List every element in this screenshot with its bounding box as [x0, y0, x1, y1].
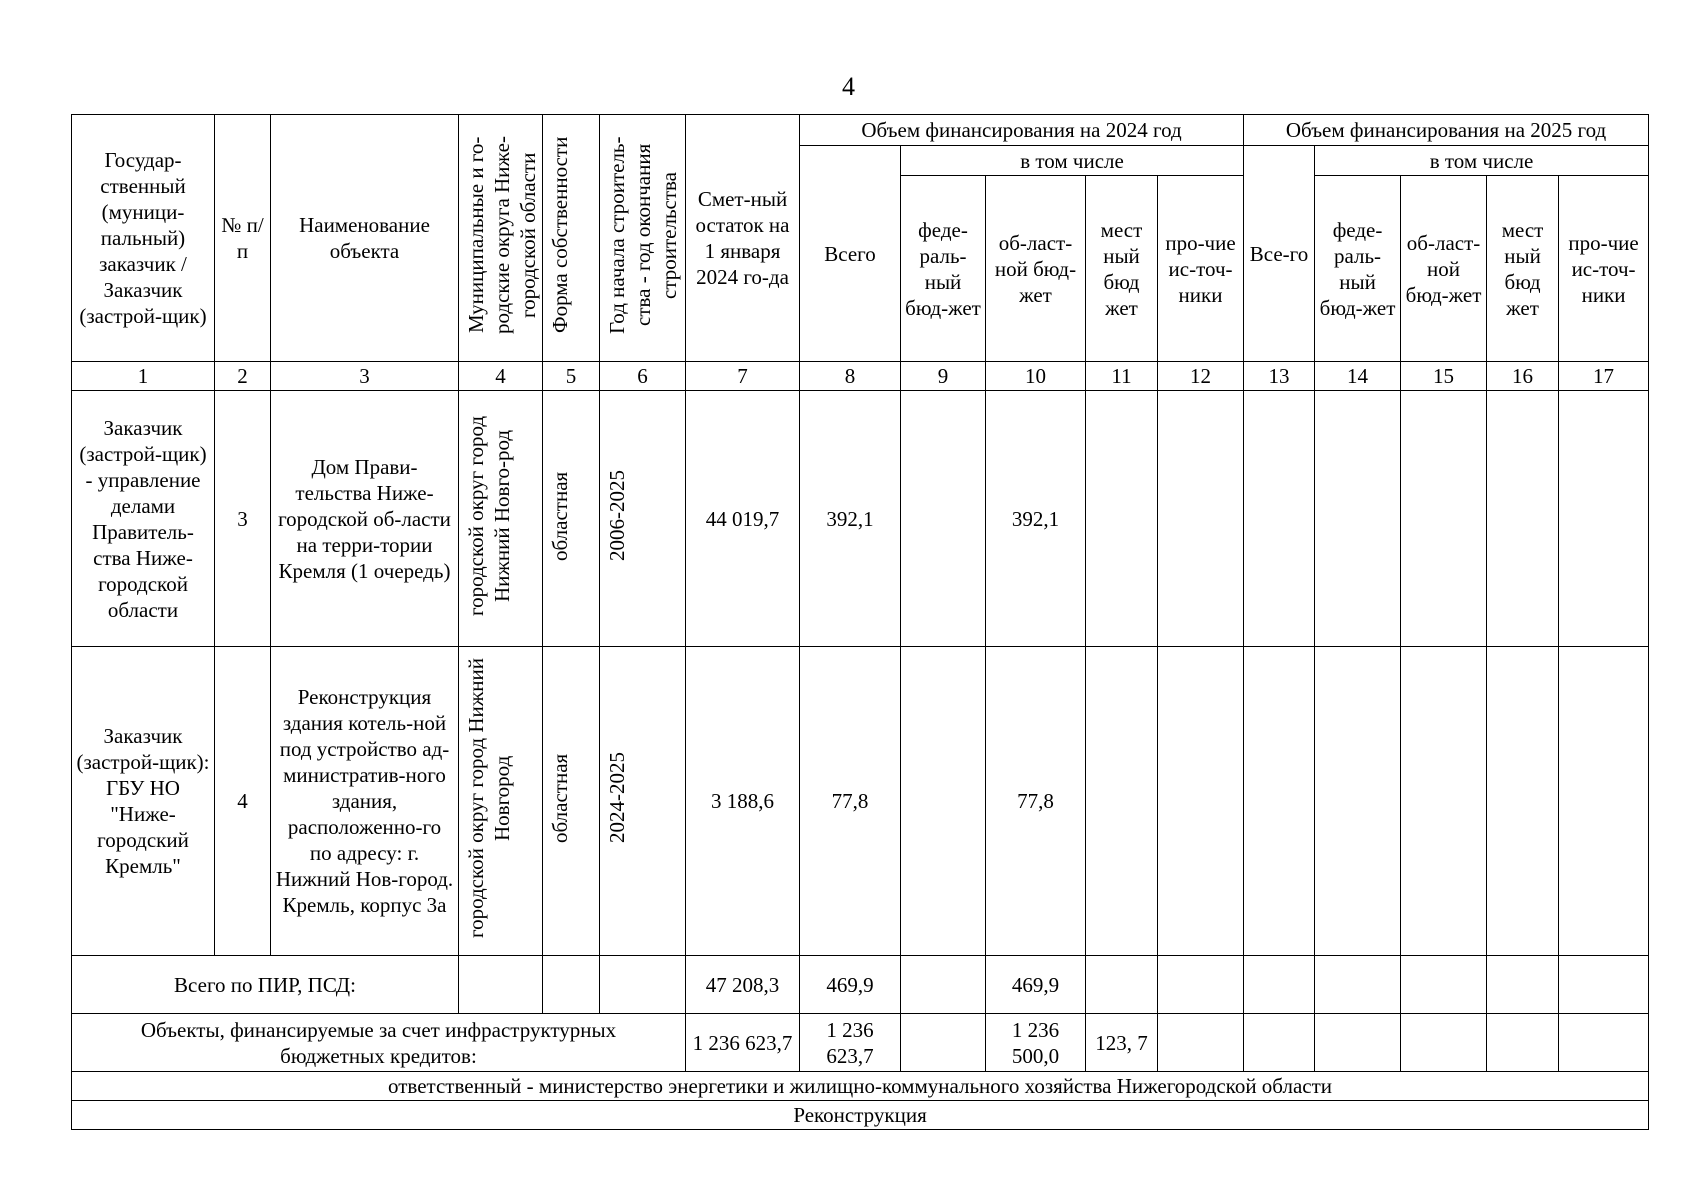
infra-other-2024 — [1158, 1014, 1244, 1072]
row-federal-2025 — [1315, 391, 1401, 647]
summary-federal-2024 — [901, 956, 986, 1014]
header-num: № п/п — [215, 115, 271, 362]
infra-total-2024: 1 236 623,7 — [800, 1014, 901, 1072]
summary-empty — [543, 956, 600, 1014]
row-other-2025 — [1559, 647, 1649, 956]
row-ownership-cell — [543, 647, 600, 956]
header-total-2024: Всего — [800, 146, 901, 362]
header-municipality: Муниципальные и го-родские округа Ниже-городской области — [464, 136, 540, 334]
header-other-2025: про-чие ис-точ-ники — [1559, 176, 1649, 362]
summary-federal-2025 — [1315, 956, 1401, 1014]
page-number: 4 — [842, 72, 855, 101]
infra-regional-2024: 1 236 500,0 — [986, 1014, 1086, 1072]
header-other-2024: про-чие ис-точ-ники — [1158, 176, 1244, 362]
row-other-2025 — [1559, 391, 1649, 647]
row-federal-2024 — [901, 391, 986, 647]
header-years: Год начала строитель-ства - год окончания строительства — [605, 136, 681, 334]
row-total-2025 — [1244, 647, 1315, 956]
row-ownership-cell — [543, 391, 600, 647]
infra-federal-2024 — [901, 1014, 986, 1072]
col-number: 9 — [901, 362, 986, 391]
header-customer: Государ-ственный (муници-пальный) заказчик / Заказчик (застрой-щик) — [72, 115, 215, 362]
row-municipality: городской округ город Нижний Новго-род — [464, 415, 514, 616]
infra-row — [72, 1014, 1649, 1072]
summary-empty — [459, 956, 543, 1014]
header-local-2025: мест ный бюд жет — [1487, 176, 1559, 362]
table-row — [72, 391, 1649, 647]
row-ownership: областная — [548, 470, 572, 561]
row-years: 2006-2025 — [605, 470, 629, 561]
col-number: 3 — [271, 362, 459, 391]
infra-other-2025 — [1559, 1014, 1649, 1072]
infra-local-2025 — [1487, 1014, 1559, 1072]
row-num: 4 — [215, 647, 271, 956]
row-other-2024 — [1158, 391, 1244, 647]
summary-local-2025 — [1487, 956, 1559, 1014]
row-local-2024 — [1086, 647, 1158, 956]
row-regional-2024: 392,1 — [986, 391, 1086, 647]
header-incl-2024: в том числе — [901, 146, 1244, 176]
row-object-name: Дом Прави-тельства Ниже-городской об-ласти на терри-тории Кремля (1 очередь) — [271, 391, 459, 647]
row-total-2025 — [1244, 391, 1315, 647]
row-regional-2025 — [1401, 391, 1487, 647]
header-ownership-cell — [543, 115, 600, 362]
summary-local-2024 — [1086, 956, 1158, 1014]
summary-total-2025 — [1244, 956, 1315, 1014]
row-remainder: 3 188,6 — [686, 647, 800, 956]
row-municipality: городской округ город Нижний Новгород — [464, 658, 514, 938]
col-number: 12 — [1158, 362, 1244, 391]
col-number: 8 — [800, 362, 901, 391]
infra-total-2025 — [1244, 1014, 1315, 1072]
header-federal-2024: феде-раль-ный бюд-жет — [901, 176, 986, 362]
financing-table — [71, 114, 1649, 1130]
table-row — [72, 647, 1649, 956]
row-local-2025 — [1487, 391, 1559, 647]
header-regional-2025: об-ласт-ной бюд-жет — [1401, 176, 1487, 362]
row-years-cell — [600, 647, 686, 956]
summary-other-2024 — [1158, 956, 1244, 1014]
header-ownership: Форма собственности — [548, 136, 572, 334]
col-number: 1 — [72, 362, 215, 391]
row-municipality-cell — [459, 391, 543, 647]
col-number: 4 — [459, 362, 543, 391]
row-ownership: областная — [548, 753, 572, 843]
col-number: 2 — [215, 362, 271, 391]
col-number: 13 — [1244, 362, 1315, 391]
row-total-2024: 392,1 — [800, 391, 901, 647]
col-number: 10 — [986, 362, 1086, 391]
header-municipality-cell — [459, 115, 543, 362]
row-customer: Заказчик (застрой-щик): ГБУ НО "Ниже-городский Кремль" — [72, 647, 215, 956]
row-customer: Заказчик (застрой-щик) - управление делами Правитель-ства Ниже-городской области — [72, 391, 215, 647]
responsible-text: ответственный - министерство энергетики и жилищно-коммунального хозяйства Нижегородской области — [72, 1072, 1649, 1101]
summary-row — [72, 956, 1649, 1014]
header-local-2024: мест ный бюд жет — [1086, 176, 1158, 362]
header-federal-2025: феде-раль-ный бюд-жет — [1315, 176, 1401, 362]
header-fin2025: Объем финансирования на 2025 год — [1244, 115, 1649, 146]
infra-local-2024: 123, 7 — [1086, 1014, 1158, 1072]
responsible-row — [72, 1072, 1649, 1101]
summary-empty — [600, 956, 686, 1014]
infra-remainder: 1 236 623,7 — [686, 1014, 800, 1072]
infra-federal-2025 — [1315, 1014, 1401, 1072]
summary-regional-2025 — [1401, 956, 1487, 1014]
row-other-2024 — [1158, 647, 1244, 956]
col-number: 11 — [1086, 362, 1158, 391]
col-number: 7 — [686, 362, 800, 391]
row-remainder: 44 019,7 — [686, 391, 800, 647]
section-row — [72, 1101, 1649, 1130]
header-row-1 — [72, 115, 1649, 146]
row-local-2024 — [1086, 391, 1158, 647]
header-total-2025: Все-го — [1244, 146, 1315, 362]
summary-other-2025 — [1559, 956, 1649, 1014]
col-number: 14 — [1315, 362, 1401, 391]
infra-regional-2025 — [1401, 1014, 1487, 1072]
summary-total-2024: 469,9 — [800, 956, 901, 1014]
row-federal-2025 — [1315, 647, 1401, 956]
row-total-2024: 77,8 — [800, 647, 901, 956]
row-object-name: Реконструкция здания котель-ной под устройство ад-министратив-ного здания, расположенно-го по адресу: г. Нижний Нов-город. Кремль, корпус 3а — [271, 647, 459, 956]
row-regional-2025 — [1401, 647, 1487, 956]
row-municipality-cell — [459, 647, 543, 956]
column-numbers-row — [72, 362, 1649, 391]
row-federal-2024 — [901, 647, 986, 956]
section-title: Реконструкция — [72, 1101, 1649, 1130]
row-years-cell — [600, 391, 686, 647]
row-regional-2024: 77,8 — [986, 647, 1086, 956]
col-number: 17 — [1559, 362, 1649, 391]
col-number: 6 — [600, 362, 686, 391]
header-years-cell — [600, 115, 686, 362]
header-regional-2024: об-ласт-ной бюд-жет — [986, 176, 1086, 362]
summary-regional-2024: 469,9 — [986, 956, 1086, 1014]
header-object-name: Наименование объекта — [271, 115, 459, 362]
col-number: 5 — [543, 362, 600, 391]
row-num: 3 — [215, 391, 271, 647]
summary-label: Всего по ПИР, ПСД: — [72, 956, 459, 1014]
summary-remainder: 47 208,3 — [686, 956, 800, 1014]
header-remainder: Смет-ный остаток на 1 января 2024 го-да — [686, 115, 800, 362]
header-fin2024: Объем финансирования на 2024 год — [800, 115, 1244, 146]
col-number: 16 — [1487, 362, 1559, 391]
col-number: 15 — [1401, 362, 1487, 391]
header-incl-2025: в том числе — [1315, 146, 1649, 176]
infra-label: Объекты, финансируемые за счет инфраструктурных бюджетных кредитов: — [72, 1014, 686, 1072]
row-local-2025 — [1487, 647, 1559, 956]
row-years: 2024-2025 — [605, 752, 629, 844]
